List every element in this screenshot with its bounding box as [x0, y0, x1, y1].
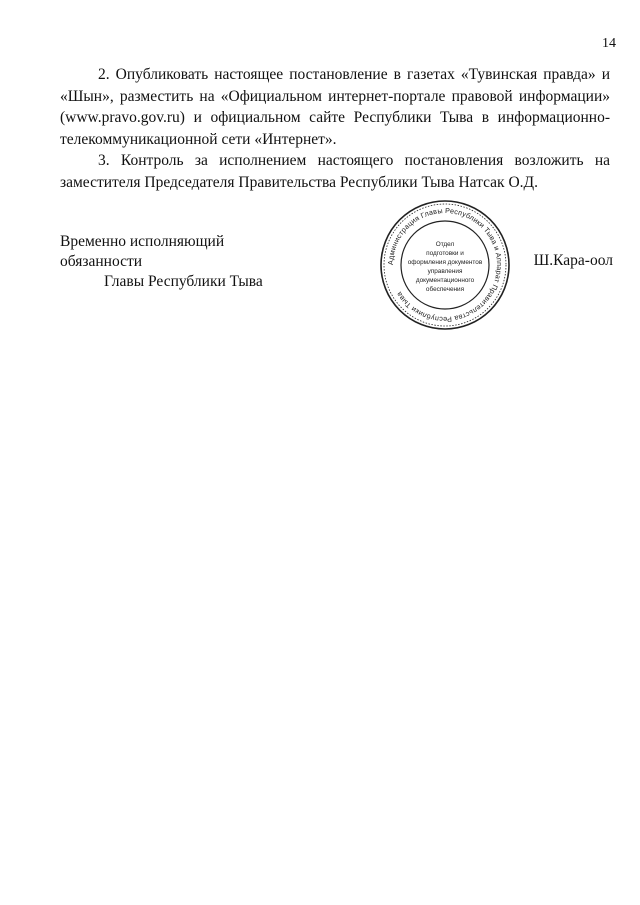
seal-center-line: документационного: [415, 277, 475, 284]
signatory-position-line1: Временно исполняющий обязанности: [60, 233, 225, 270]
paragraph-control: 3. Контроль за исполнением настоящего постановления возложить на заместителя Председателя Правительства Республики Тыва Натсак О.Д.: [60, 152, 610, 191]
signer-name: Ш.Кара-оол: [533, 252, 613, 269]
seal-icon: [378, 198, 512, 332]
signatory-position-line2: Главы Республики Тыва: [104, 273, 263, 290]
seal-center-line: оформления документов: [407, 259, 483, 266]
seal-center-line: Отдел: [435, 241, 455, 248]
page-number: 14: [602, 36, 616, 51]
seal-center-line: управления: [427, 268, 463, 275]
seal-center-line: обеспечения: [425, 286, 465, 293]
seal-center-line: подготовки и: [426, 250, 464, 257]
body-text: [60, 64, 610, 193]
official-seal: [378, 198, 512, 332]
paragraph-publication: 2. Опубликовать настоящее постановление в газетах «Тувинская правда» и «Шын», разместить на «Официальном интернет-портале правовой информации» (www.pravo.gov.ru) и официальном сайте Республики Тыва в информационно-телекоммуникационной сети «Интернет».: [60, 66, 610, 148]
signatory-position: [60, 232, 310, 292]
seal-ring-text: Администрация Главы Республики Тыва и Аппарат Правительства Республики Тыва: [385, 205, 505, 325]
